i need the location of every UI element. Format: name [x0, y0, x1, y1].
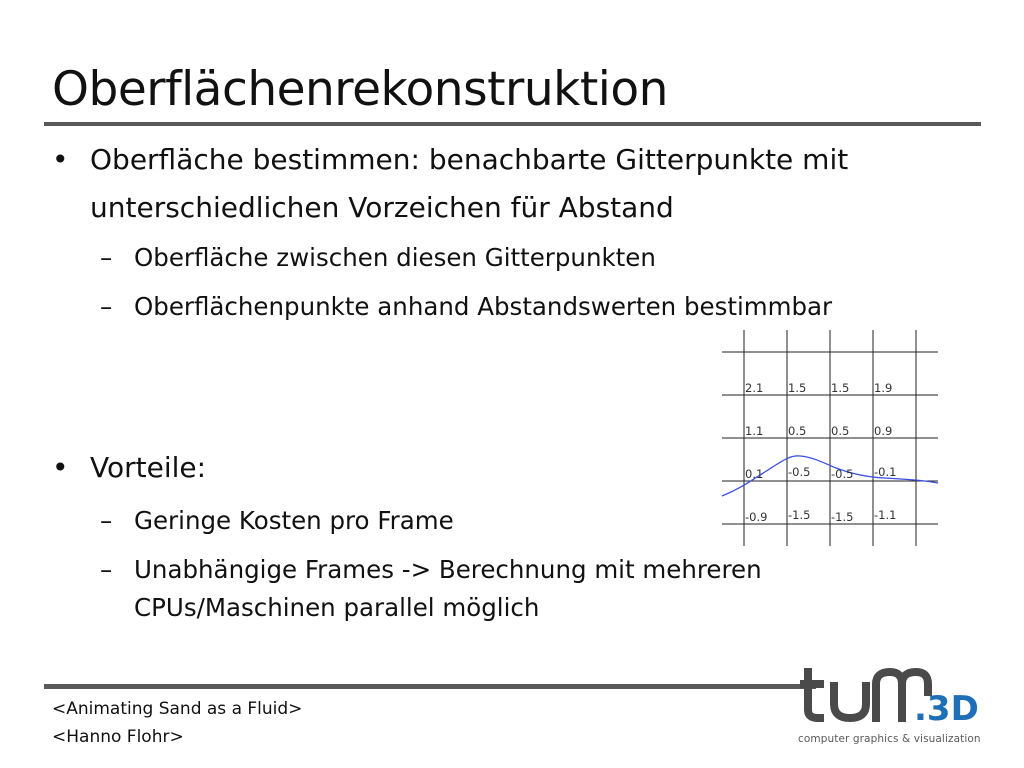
bullet-dot: • [52, 143, 69, 176]
grid-value-label: -1.5 [788, 508, 811, 522]
grid-value-label: 1.5 [788, 381, 807, 395]
grid-value-label: -0.5 [831, 467, 854, 481]
grid-value-label: 0.9 [874, 424, 893, 438]
bullet-1-line-2: unterschiedlichen Vorzeichen für Abstand [90, 191, 674, 224]
grid-value-label: -1.1 [874, 508, 897, 522]
grid-value-label: 0.5 [788, 424, 807, 438]
grid-value-label: 0.1 [745, 467, 764, 481]
bullet-dot: • [52, 451, 69, 484]
sub-bullet-text-continued: CPUs/Maschinen parallel möglich [134, 593, 540, 622]
bullet-1-line-1: Oberfläche bestimmen: benachbarte Gitterpunkte mit [90, 143, 849, 176]
grid-value-label: -0.1 [874, 465, 897, 479]
sub-bullet-text: Oberfläche zwischen diesen Gitterpunkten [134, 243, 656, 272]
slide-title: Oberflächenrekonstruktion [52, 62, 668, 117]
grid-value-label: -1.5 [831, 510, 854, 524]
footer-talk-title: <Animating Sand as a Fluid> [52, 699, 303, 719]
bullet-2-line-1: Vorteile: [90, 451, 207, 484]
grid-value-label: -0.5 [788, 465, 811, 479]
sub-bullet-text: Unabhängige Frames -> Berechnung mit mehreren [134, 555, 762, 584]
sub-bullet-text: Geringe Kosten pro Frame [134, 506, 454, 535]
dash-marker: – [100, 292, 113, 321]
grid-value-label: 2.1 [745, 381, 764, 395]
grid-value-labels [745, 381, 896, 524]
grid-value-label: 1.5 [831, 381, 850, 395]
tum3d-logo [796, 662, 996, 734]
grid-value-label: 1.1 [745, 424, 764, 438]
logo-letter-u [834, 682, 866, 718]
dash-marker: – [100, 506, 113, 535]
footer-author: <Hanno Flohr> [52, 727, 184, 747]
footer-rule [44, 684, 816, 689]
logo-3d: .3D [914, 689, 979, 729]
dash-marker: – [100, 555, 113, 584]
grid-value-label: 1.9 [874, 381, 893, 395]
grid-value-label: -0.9 [745, 510, 768, 524]
dash-marker: – [100, 243, 113, 272]
sub-bullet-text: Oberflächenpunkte anhand Abstandswerten bestimmbar [134, 292, 833, 321]
logo-caption: computer graphics & visualization [798, 733, 981, 745]
logo-letter-t [800, 668, 824, 718]
grid-value-label: 0.5 [831, 424, 850, 438]
